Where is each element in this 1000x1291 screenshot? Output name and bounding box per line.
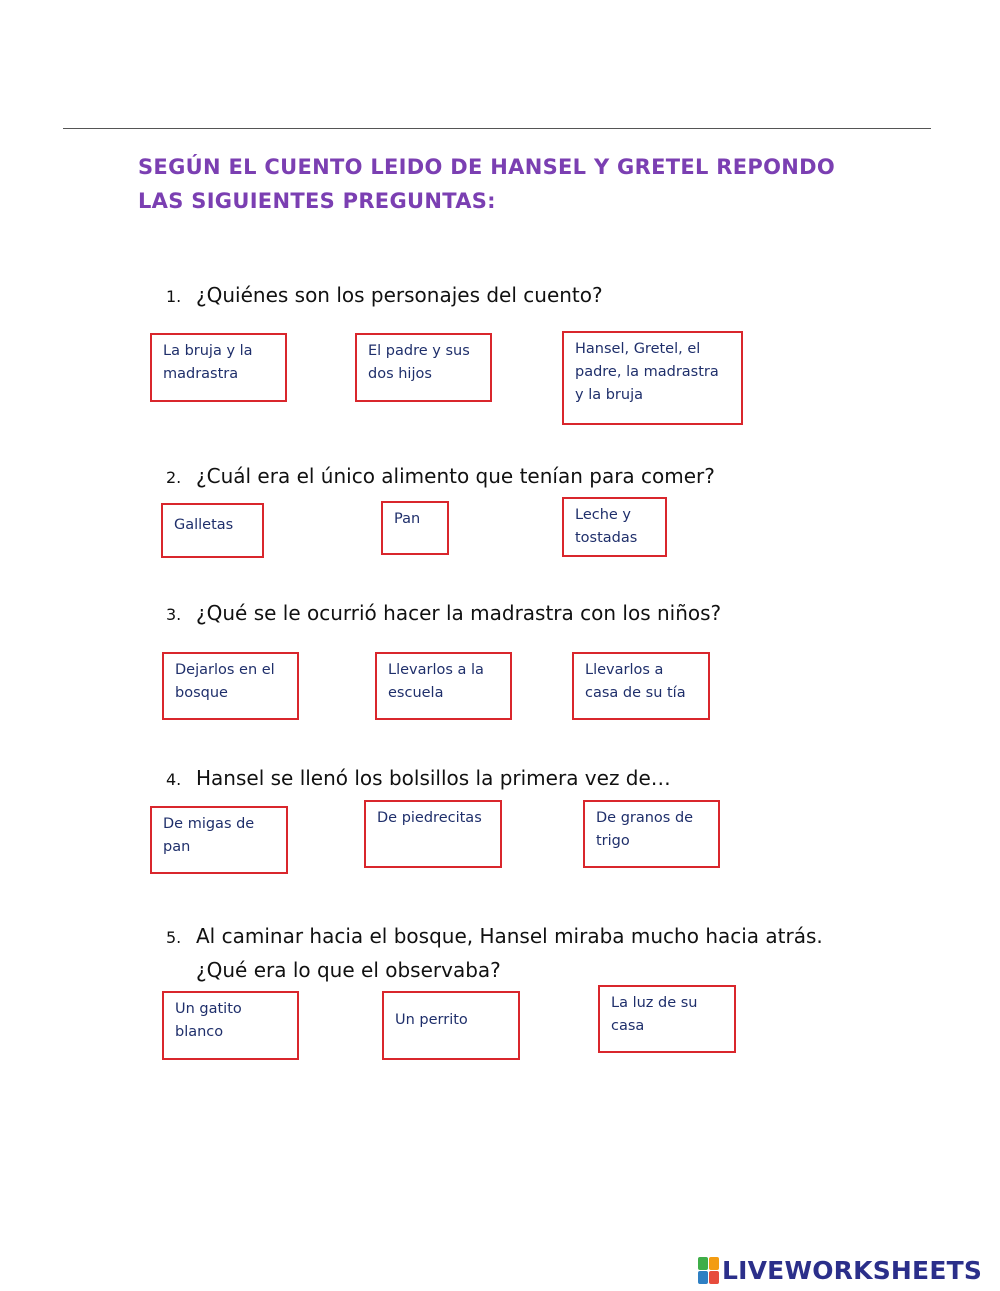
option-q4-b[interactable]: De piedrecitas bbox=[364, 800, 502, 868]
option-q1-c[interactable]: Hansel, Gretel, el padre, la madrastra y la bruja bbox=[562, 331, 743, 425]
logo-text: LIVEWORKSHEETS bbox=[722, 1255, 983, 1285]
question-text: Al caminar hacia el bosque, Hansel miraba mucho hacia atrás. bbox=[196, 924, 823, 948]
option-q3-c[interactable]: Llevarlos a casa de su tía bbox=[572, 652, 710, 720]
option-q3-b[interactable]: Llevarlos a la escuela bbox=[375, 652, 512, 720]
option-q1-b[interactable]: El padre y sus dos hijos bbox=[355, 333, 492, 402]
option-q4-c[interactable]: De granos de trigo bbox=[583, 800, 720, 868]
option-q5-a[interactable]: Un gatito blanco bbox=[162, 991, 299, 1060]
question-1 bbox=[166, 279, 603, 313]
question-text: ¿Qué se le ocurrió hacer la madrastra con los niños? bbox=[196, 601, 722, 625]
option-q4-a[interactable]: De migas de pan bbox=[150, 806, 288, 874]
option-q5-c[interactable]: La luz de su casa bbox=[598, 985, 736, 1053]
option-q3-a[interactable]: Dejarlos en el bosque bbox=[162, 652, 299, 720]
option-q5-b[interactable]: Un perrito bbox=[382, 991, 520, 1060]
option-q1-a[interactable]: La bruja y la madrastra bbox=[150, 333, 287, 402]
header-divider bbox=[63, 128, 931, 129]
option-q2-a[interactable]: Galletas bbox=[161, 503, 264, 558]
question-number: 3. bbox=[166, 605, 182, 624]
question-5 bbox=[166, 920, 823, 986]
option-q2-b[interactable]: Pan bbox=[381, 501, 449, 555]
question-2 bbox=[166, 460, 715, 494]
question-text: ¿Quiénes son los personajes del cuento? bbox=[196, 283, 603, 307]
option-q2-c[interactable]: Leche y tostadas bbox=[562, 497, 667, 557]
question-3 bbox=[166, 597, 721, 631]
question-number: 2. bbox=[166, 468, 182, 487]
title-line-2: LAS SIGUIENTES PREGUNTAS: bbox=[138, 189, 496, 213]
liveworksheets-logo[interactable] bbox=[698, 1256, 982, 1284]
question-number: 5. bbox=[166, 928, 182, 947]
question-4 bbox=[166, 762, 671, 796]
question-text: Hansel se llenó los bolsillos la primera vez de… bbox=[196, 766, 671, 790]
title-line-1: SEGÚN EL CUENTO LEIDO DE HANSEL Y GRETEL REPONDO bbox=[138, 155, 835, 179]
liveworksheets-logo-icon bbox=[698, 1257, 719, 1284]
worksheet-title bbox=[138, 150, 898, 218]
question-number: 4. bbox=[166, 770, 182, 789]
question-number: 1. bbox=[166, 287, 182, 306]
question-text-line-2: ¿Qué era lo que el observaba? bbox=[196, 958, 501, 982]
question-text: ¿Cuál era el único alimento que tenían para comer? bbox=[196, 464, 715, 488]
